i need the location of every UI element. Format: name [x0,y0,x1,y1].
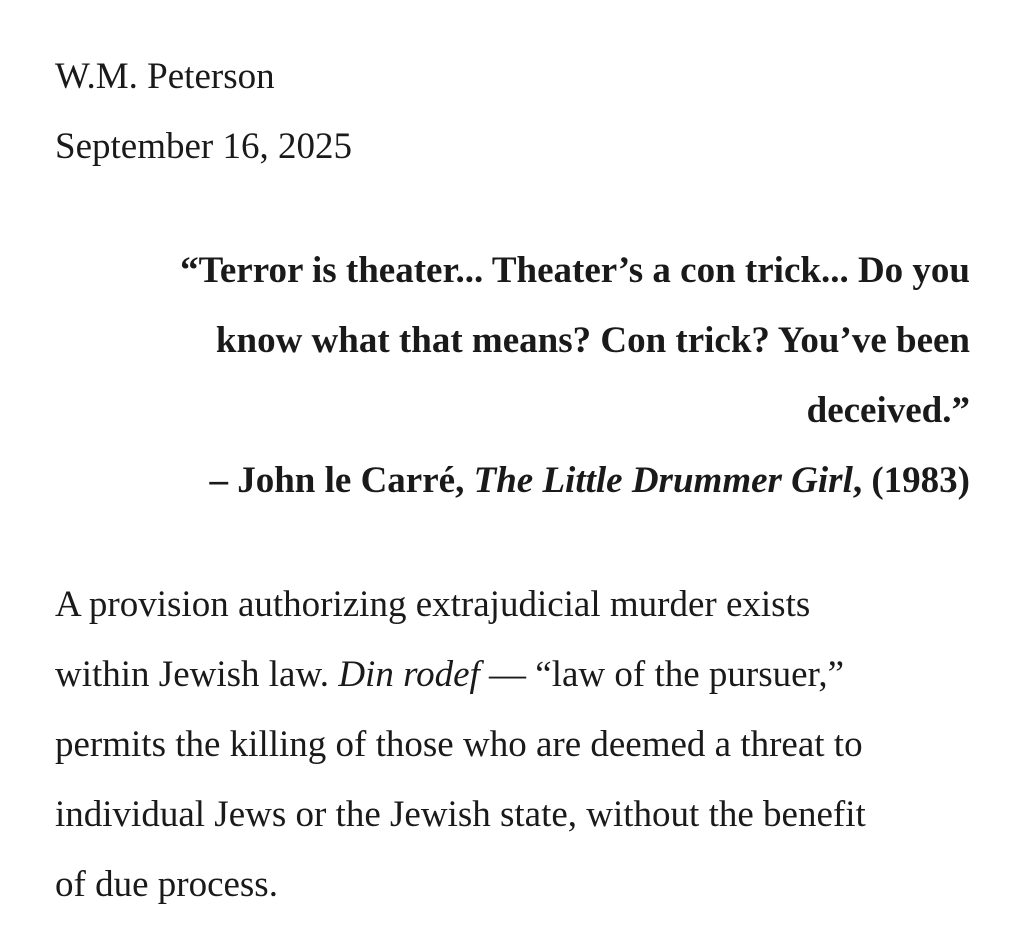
post-date: September 16, 2025 [55,126,352,167]
paragraph-segment: within Jewish law. [55,654,339,695]
quote-line: know what that means? Con trick? You’ve been [215,320,970,361]
quote-line: deceived.” [806,390,970,431]
author-byline: W.M. Peterson [55,56,275,97]
paragraph-line: individual Jews or the Jewish state, without the benefit [55,794,866,835]
epigraph-quote [55,236,970,516]
paragraph-segment: — “law of the pursuer,” [479,654,845,695]
attribution-author: – John le Carré, [209,460,474,501]
paragraph-line: permits the killing of those who are deemed a threat to [55,724,863,765]
quote-attribution [55,446,970,516]
post-header [55,42,970,182]
attribution-year: , (1983) [852,460,970,501]
paragraph-line [55,640,970,710]
article-body [55,570,970,920]
paragraph-line: A provision authorizing extrajudicial murder exists [55,584,811,625]
paragraph-line: of due process. [55,864,278,905]
book-title: The Little Drummer Girl [473,460,853,501]
term-din-rodef: Din rodef [338,654,480,695]
quote-line: “Terror is theater... Theater’s a con trick... Do you [180,250,970,291]
